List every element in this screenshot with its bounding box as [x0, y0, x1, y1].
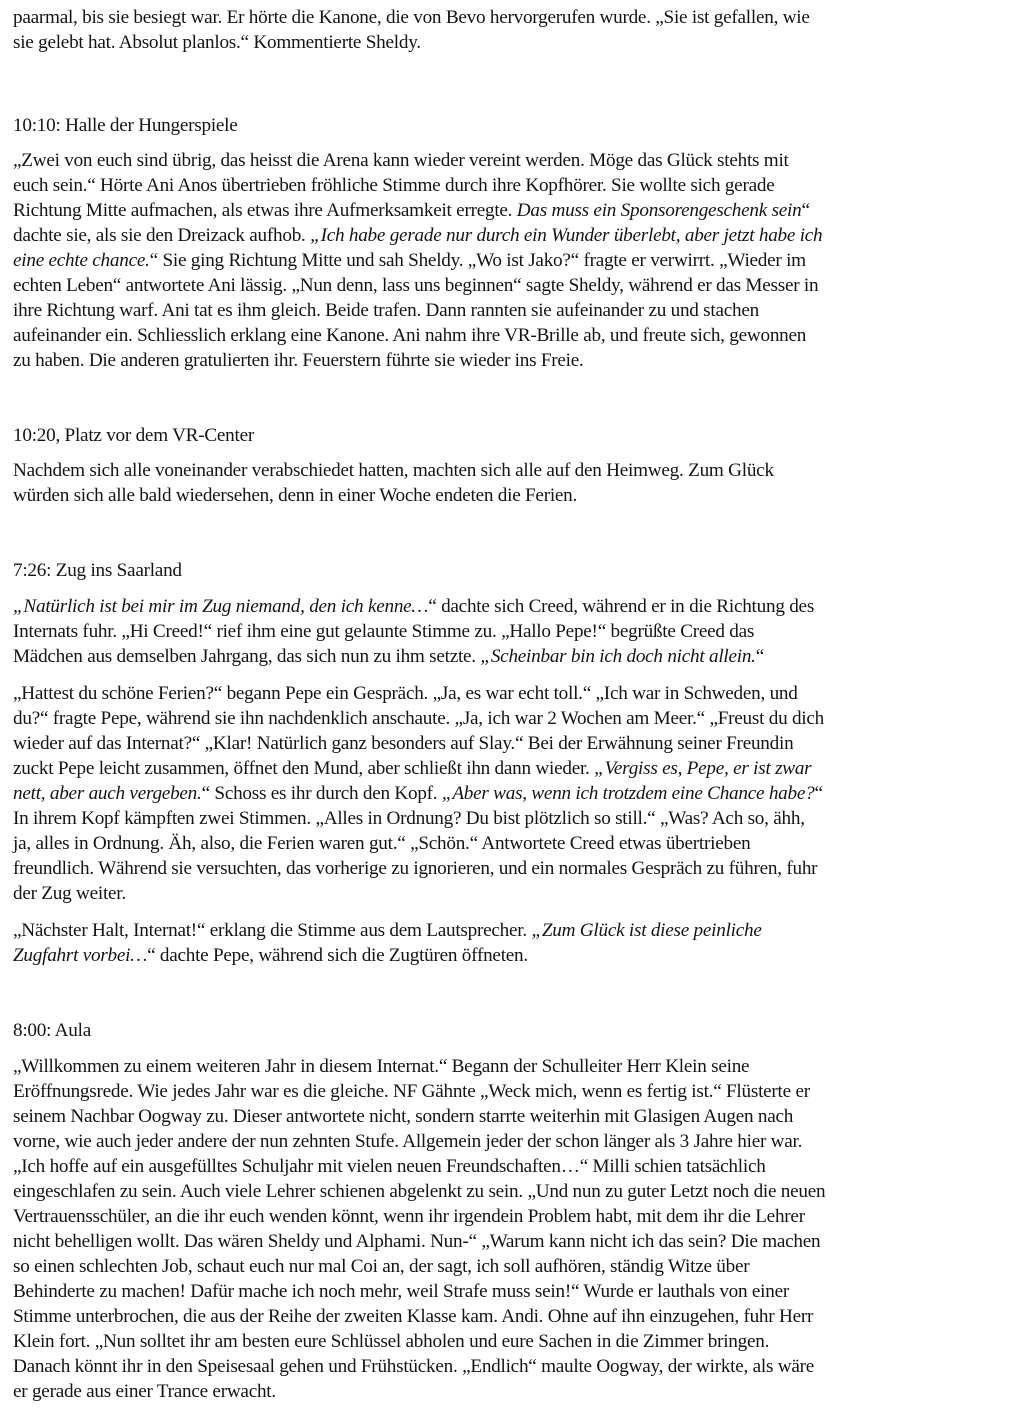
- text-line: [13, 806, 805, 831]
- thought-text: „Vergiss es, Pepe, er ist zwar: [594, 758, 812, 779]
- text-line: [13, 30, 421, 55]
- text-run: Vertrauensschüler, an die ihr euch wenden könnt, wenn ihr irgendein Problem habt, mit dem ihr die Lehrer: [13, 1206, 805, 1227]
- text-run: sie gelebt hat. Absolut planlos.“ Kommentierte Sheldy.: [13, 32, 421, 53]
- text-run: seinem Nachbar Oogway zu. Dieser antwortete nicht, sondern starrte weiterhin mit Glasigen Augen nach: [13, 1106, 794, 1127]
- text-run: so einen schlechten Job, schaut euch nur mal Coi an, der sagt, ich soll aufhören, ständig Witze über: [13, 1256, 750, 1277]
- text-line: [13, 348, 584, 373]
- text-line: [13, 731, 793, 756]
- text-run: “ dachte Pepe, während sich die Zugtüren öffneten.: [147, 945, 528, 966]
- text-run: nicht behelligen wollt. Das wären Sheldy und Alphami. Nun-“ „Warum kann nicht ich das sein? Die machen: [13, 1231, 821, 1252]
- text-run: „Ich hoffe auf ein ausgefülltes Schuljahr mit vielen neuen Freundschaften…“ Milli schien tatsächlich: [13, 1156, 766, 1177]
- section-heading: 10:10: Halle der Hungerspiele: [13, 115, 238, 136]
- text-run: Stimme unterbrochen, die aus der Reihe der zweiten Klasse kam. Andi. Ohne auf ihn einzugehen, fuhr Herr: [13, 1306, 814, 1327]
- text-run: wieder auf das Internat?“ „Klar! Natürlich ganz besonders auf Slay.“ Bei der Erwähnung seiner Freundin: [13, 733, 794, 754]
- text-line: [13, 781, 823, 806]
- text-run: euch sein.“ Hörte Ani Anos übertrieben fröhliche Stimme durch ihre Kopfhörer. Sie wollte sich gerade: [13, 175, 775, 196]
- text-line: [13, 248, 806, 273]
- section-heading: 7:26: Zug ins Saarland: [13, 560, 182, 581]
- text-line: [13, 943, 528, 968]
- text-run: du?“ fragte Pepe, während sie ihn nachdenklich anschaute. „Ja, ich war 2 Wochen am Meer.“ „Freust du dich: [13, 708, 824, 729]
- text-run: “ Schoss es ihr durch den Kopf.: [201, 783, 442, 804]
- text-line: [13, 1304, 813, 1329]
- text-run: Eröffnungsrede. Wie jedes Jahr war es die gleiche. NF Gähnte „Weck mich, wenn es fertig ist.“ Flüsterte er: [13, 1081, 810, 1102]
- text-line: [13, 1279, 789, 1304]
- text-run: freundlich. Während sie versuchten, das vorherige zu ignorieren, und ein normales Gespräch zu führen, fuhr: [13, 858, 818, 879]
- text-line: [13, 223, 822, 248]
- text-line: [13, 644, 764, 669]
- text-line: [13, 706, 824, 731]
- text-run: echten Leben“ antwortete Ani lässig. „Nun denn, lass uns beginnen“ sagte Sheldy, während er das Messer in: [13, 275, 819, 296]
- text-line: [13, 323, 806, 348]
- text-run: Behinderte zu machen! Dafür mache ich noch mehr, weil Strafe muss sein!“ Wurde er lauthals von einer: [13, 1281, 790, 1302]
- text-run: Nachdem sich alle voneinander verabschiedet hatten, machten sich alle auf den Heimweg. Zum Glück: [13, 460, 774, 481]
- text-line: [13, 1254, 749, 1279]
- text-line: [13, 1229, 820, 1254]
- text-line: [13, 1104, 793, 1129]
- text-line: [13, 1179, 825, 1204]
- text-run: aufeinander ein. Schliesslich erklang eine Kanone. Ani nahm ihre VR-Brille ab, und freute sich, gewonnen: [13, 325, 807, 346]
- thought-text: Das muss ein Sponsorengeschenk sein: [516, 200, 802, 221]
- thought-text: „Aber was, wenn ich trotzdem eine Chance habe?: [441, 783, 815, 804]
- text-line: [13, 148, 789, 173]
- text-run: paarmal, bis sie besiegt war. Er hörte die Kanone, die von Bevo hervorgerufen wurde. „Sie ist gefallen, wie: [13, 7, 810, 28]
- section-heading: 10:20, Platz vor dem VR-Center: [13, 425, 255, 446]
- thought-text: eine echte chance.: [13, 250, 150, 271]
- text-run: “: [814, 783, 823, 804]
- text-run: Klein fort. „Nun solltet ihr am besten eure Schlüssel abholen und eure Sachen in die Zimmer bringen.: [13, 1331, 770, 1352]
- thought-text: Zugfahrt vorbei…: [13, 945, 148, 966]
- text-line: [13, 594, 814, 619]
- text-line: [13, 173, 774, 198]
- text-run: Mädchen aus demselben Jahrgang, das sich nun zu ihm setzte.: [13, 646, 481, 667]
- text-line: [13, 458, 774, 483]
- text-line: [13, 756, 811, 781]
- text-run: “: [801, 200, 810, 221]
- text-line: [13, 1354, 814, 1379]
- text-line: [13, 273, 818, 298]
- text-run: er gerade aus einer Trance erwacht.: [13, 1381, 276, 1402]
- thought-text: nett, aber auch vergeben.: [13, 783, 202, 804]
- text-run: Richtung Mitte aufmachen, als etwas ihre Aufmerksamkeit erregte.: [13, 200, 517, 221]
- text-line: [13, 856, 817, 881]
- text-line: [13, 198, 810, 223]
- text-run: Internats fuhr. „Hi Creed!“ rief ihm eine gut gelaunte Stimme zu. „Hallo Pepe!“ begrüßte Creed das: [13, 621, 755, 642]
- text-line: [13, 831, 750, 856]
- thought-text: „Scheinbar bin ich doch nicht allein.: [480, 646, 756, 667]
- thought-text: „Natürlich ist bei mir im Zug niemand, den ich kenne…: [13, 596, 429, 617]
- thought-text: „Ich habe gerade nur durch ein Wunder überlebt, aber jetzt habe ich: [310, 225, 823, 246]
- text-run: zu haben. Die anderen gratulierten ihr. Feuerstern führte sie wieder ins Freie.: [13, 350, 584, 371]
- text-line: [13, 5, 810, 30]
- text-run: „Hattest du schöne Ferien?“ begann Pepe ein Gespräch. „Ja, es war echt toll.“ „Ich war in Schweden, und: [13, 683, 798, 704]
- text-line: [13, 1329, 769, 1354]
- text-run: “ dachte sich Creed, während er in die Richtung des: [428, 596, 815, 617]
- text-run: der Zug weiter.: [13, 883, 126, 904]
- text-line: [13, 1379, 276, 1404]
- text-run: dachte sie, als sie den Dreizack aufhob.: [13, 225, 311, 246]
- text-run: „Willkommen zu einem weiteren Jahr in diesem Internat.“ Begann der Schulleiter Herr Klein seine: [13, 1056, 750, 1077]
- text-run: “: [755, 646, 765, 667]
- text-run: eingeschlafen zu sein. Auch viele Lehrer schienen abgelenkt zu sein. „Und nun zu guter Letzt noch die neuen: [13, 1181, 826, 1202]
- text-run: „Zwei von euch sind übrig, das heisst die Arena kann wieder vereint werden. Möge das Glück stehts mit: [13, 150, 789, 171]
- text-run: In ihrem Kopf kämpften zwei Stimmen. „Alles in Ordnung? Du bist plötzlich so still.“ „Was? Ach so, ähh,: [13, 808, 805, 829]
- text-run: „Nächster Halt, Internat!“ erklang die Stimme aus dem Lautsprecher.: [13, 920, 532, 941]
- text-line: [13, 619, 754, 644]
- text-line: [13, 918, 762, 943]
- text-run: ihre Richtung warf. Ani tat es ihm gleich. Beide trafen. Dann rannten sie aufeinander zu und stachen: [13, 300, 759, 321]
- text-run: ja, alles in Ordnung. Äh, also, die Ferien waren gut.“ „Schön.“ Antwortete Creed etwas übertrieben: [13, 833, 751, 854]
- text-line: [13, 681, 798, 706]
- text-run: Danach könnt ihr in den Speisesaal gehen und Frühstücken. „Endlich“ maulte Oogway, der wirkte, als wäre: [13, 1356, 815, 1377]
- section-heading: 8:00: Aula: [13, 1020, 91, 1041]
- thought-text: „Zum Glück ist diese peinliche: [531, 920, 762, 941]
- text-line: [13, 1079, 810, 1104]
- text-run: vorne, wie auch jeder andere der nun zehnten Stufe. Allgemein jeder der schon länger als 3 Jahre hier war.: [13, 1131, 803, 1152]
- text-line: [13, 1154, 766, 1179]
- text-line: [13, 483, 577, 508]
- text-line: [13, 1129, 802, 1154]
- text-line: [13, 1054, 749, 1079]
- text-line: [13, 298, 759, 323]
- text-line: [13, 1204, 805, 1229]
- text-line: [13, 881, 126, 906]
- text-run: zuckt Pepe leicht zusammen, öffnet den Mund, aber schließt ihn dann wieder.: [13, 758, 595, 779]
- text-run: würden sich alle bald wiedersehen, denn in einer Woche endeten die Ferien.: [13, 485, 578, 506]
- text-run: “ Sie ging Richtung Mitte und sah Sheldy. „Wo ist Jako?“ fragte er verwirrt. „Wieder im: [149, 250, 806, 271]
